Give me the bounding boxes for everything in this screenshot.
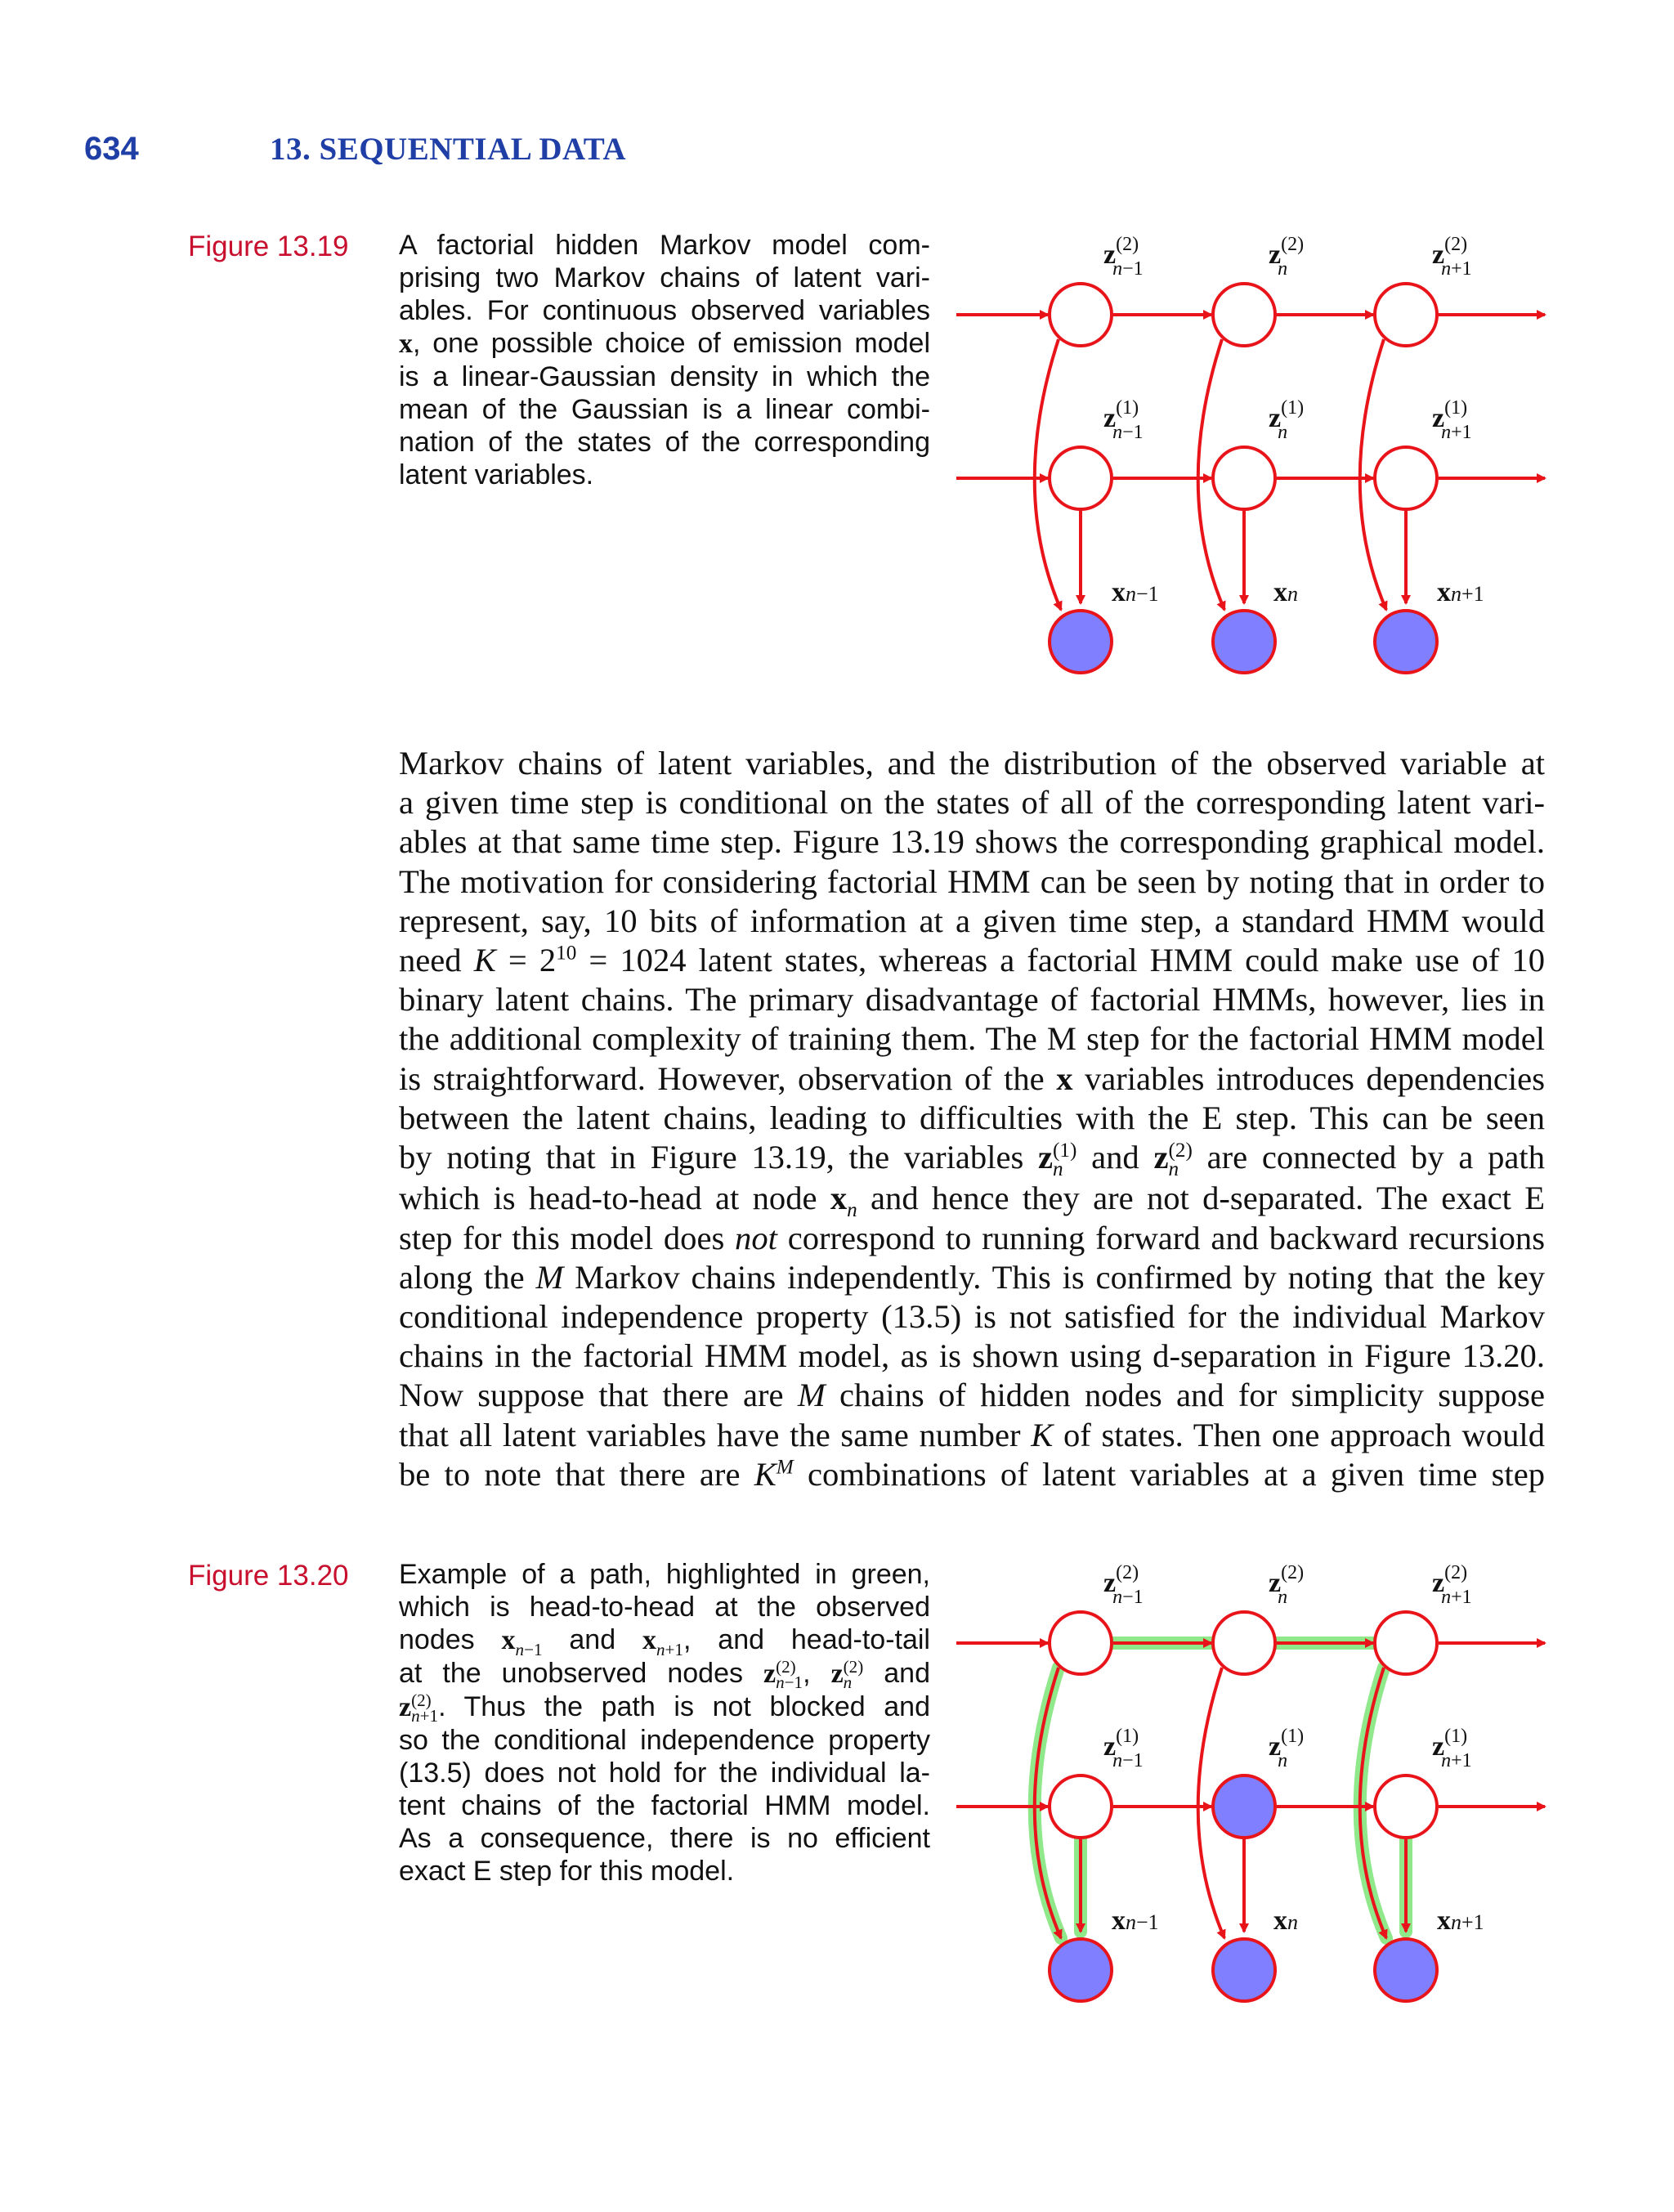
body-line: binary latent chains. The primary disadvantage of factorial HMMs, however, lies in [399, 981, 1545, 1019]
body-line-with-math: be to note that there are $K^M$ combinations of latent variables at a given time step [399, 1455, 1545, 1493]
caption-line: As a consequence, there is no efficient [399, 1823, 930, 1854]
svg-text:xn−1: xn−1 [1112, 577, 1159, 607]
latent-nodes-z1 [1050, 1775, 1437, 1838]
page-header [0, 131, 1674, 180]
caption-line: so the conditional independence property [399, 1725, 930, 1756]
body-line: conditional independence property (13.5) is not satisfied for the individual Markov [399, 1297, 1545, 1335]
figure-13-19-label: Figure 13.19 [188, 231, 349, 262]
caption-line-with-math: nodes $x_{n-1}$ and $x_{n+1}$, and head-to-tail [399, 1624, 930, 1659]
caption-line: tent chains of the factorial HMM model. [399, 1790, 930, 1821]
body-paragraph [399, 744, 1545, 1494]
svg-text:z(1)n: $z^{(1)}$ n [1269, 397, 1305, 443]
caption-line: exact E step for this model. [399, 1856, 735, 1887]
figure-13-19-caption [399, 229, 930, 491]
svg-text:z(1)n+1: $z^{(1)}$ n+1 [1432, 397, 1472, 443]
svg-text:z(1)n+1: $z^{(1)}$ n+1 [1432, 1726, 1472, 1771]
body-line: Markov chains of latent variables, and the distribution of the observed variable at [399, 745, 1545, 781]
observed-nodes [1050, 611, 1437, 673]
body-line-with-math: need $K = 2^{10} = 1024$ latent states, whereas a factorial HMM could make use of 10 [399, 942, 1546, 979]
svg-text:z(2)n+1: $z^{(2)}$ n+1 [1432, 234, 1472, 280]
figure-13-19-diagram [948, 213, 1569, 703]
page-number: 634 [84, 131, 139, 167]
body-line: between the latent chains, leading to difficulties with the E step. This can be seen [399, 1099, 1545, 1136]
body-line-with-math: which is head-to-head at node $x_n$ and hence they are not d-separated. The exact E [399, 1180, 1545, 1222]
body-line-with-math: that all latent variables have the same number K of states. Then one approach would [399, 1416, 1545, 1453]
body-line-with-math: by noting that in Figure 13.19, the variables z (1) n and z (2) n are connected by a path [399, 1139, 1545, 1180]
caption-line: is a linear-Gaussian density in which the [399, 361, 930, 392]
caption-line: Example of a path, highlighted in green, [399, 1559, 930, 1590]
svg-text:z(1)n−1: $z^{(1)}$ n−1 [1103, 1726, 1144, 1771]
caption-line: which is head-to-head at the observed [399, 1592, 930, 1623]
svg-text:z(1)n: $z^{(1)}$ n [1269, 1726, 1305, 1771]
body-line: chains in the factorial HMM model, as is shown using d-separation in Figure 13.20. [399, 1337, 1545, 1375]
body-line: a given time step is conditional on the states of all of the corresponding latent vari- [399, 784, 1545, 822]
caption-line-with-math: z (2) n+1 . Thus the path is not blocked and [399, 1690, 930, 1726]
svg-text:xn: xn [1273, 577, 1298, 607]
figure-13-20-diagram [948, 1541, 1569, 2031]
figure-13-20-caption [399, 1558, 930, 1887]
caption-line: latent variables. [399, 459, 594, 490]
running-head: 13. SEQUENTIAL DATA [270, 132, 627, 167]
svg-text:z(2)n+1: $z^{(2)}$ n+1 [1432, 1562, 1472, 1608]
observed-nodes [1050, 1939, 1437, 2001]
body-line-with-math: Now suppose that there are M chains of hidden nodes and for simplicity suppose [399, 1377, 1545, 1414]
body-line: represent, say, 10 bits of information at a given time step, a standard HMM would [399, 902, 1545, 939]
figure-13-20-label: Figure 13.20 [188, 1560, 349, 1592]
svg-text:z(2)n: $z^{(2)}$ n [1269, 1562, 1305, 1608]
svg-text:xn+1: xn+1 [1437, 577, 1484, 607]
body-line: ables at that same time step. Figure 13.19 shows the corresponding graphical model. [399, 823, 1545, 861]
svg-text:z(1)n−1: $z^{(1)}$ n−1 [1103, 397, 1144, 443]
body-line-with-math: is straightforward. However, observation of the x variables introduces dependencies [399, 1059, 1545, 1097]
body-line: the additional complexity of training them. The M step for the factorial HMM model [399, 1020, 1545, 1058]
caption-line: (13.5) does not hold for the individual la- [399, 1758, 930, 1789]
caption-line-with-math: x, one possible choice of emission model [399, 328, 930, 359]
body-line-with-math: step for this model does not correspond to running forward and backward recursions [399, 1219, 1545, 1256]
caption-line: prising two Markov chains of latent vari- [399, 262, 930, 293]
svg-text:xn−1: xn−1 [1112, 1905, 1159, 1936]
svg-text:z(2)n−1: $z^{(2)}$ n−1 [1103, 1562, 1144, 1608]
caption-line: ables. For continuous observed variables [399, 295, 930, 326]
caption-line: A factorial hidden Markov model com- [399, 230, 930, 261]
svg-text:z(2)n: $z^{(2)}$ n [1269, 234, 1305, 280]
caption-line-with-math: at the unobserved nodes z (2) n−1 , z (2) n and [399, 1657, 930, 1693]
latent-nodes-z1 [1050, 447, 1437, 509]
caption-line: nation of the states of the corresponding [399, 427, 930, 458]
svg-text:xn: xn [1273, 1905, 1298, 1936]
svg-text:z(2)n−1: $z^{(2)}$ n−1 [1103, 234, 1144, 280]
caption-line: mean of the Gaussian is a linear combi- [399, 394, 930, 425]
latent-nodes-z2 [1050, 284, 1437, 346]
body-line-with-math: along the M Markov chains independently. This is confirmed by noting that the key [399, 1258, 1545, 1296]
svg-text:xn+1: xn+1 [1437, 1905, 1484, 1936]
body-line: The motivation for considering factorial HMM can be seen by noting that in order to [399, 862, 1545, 900]
